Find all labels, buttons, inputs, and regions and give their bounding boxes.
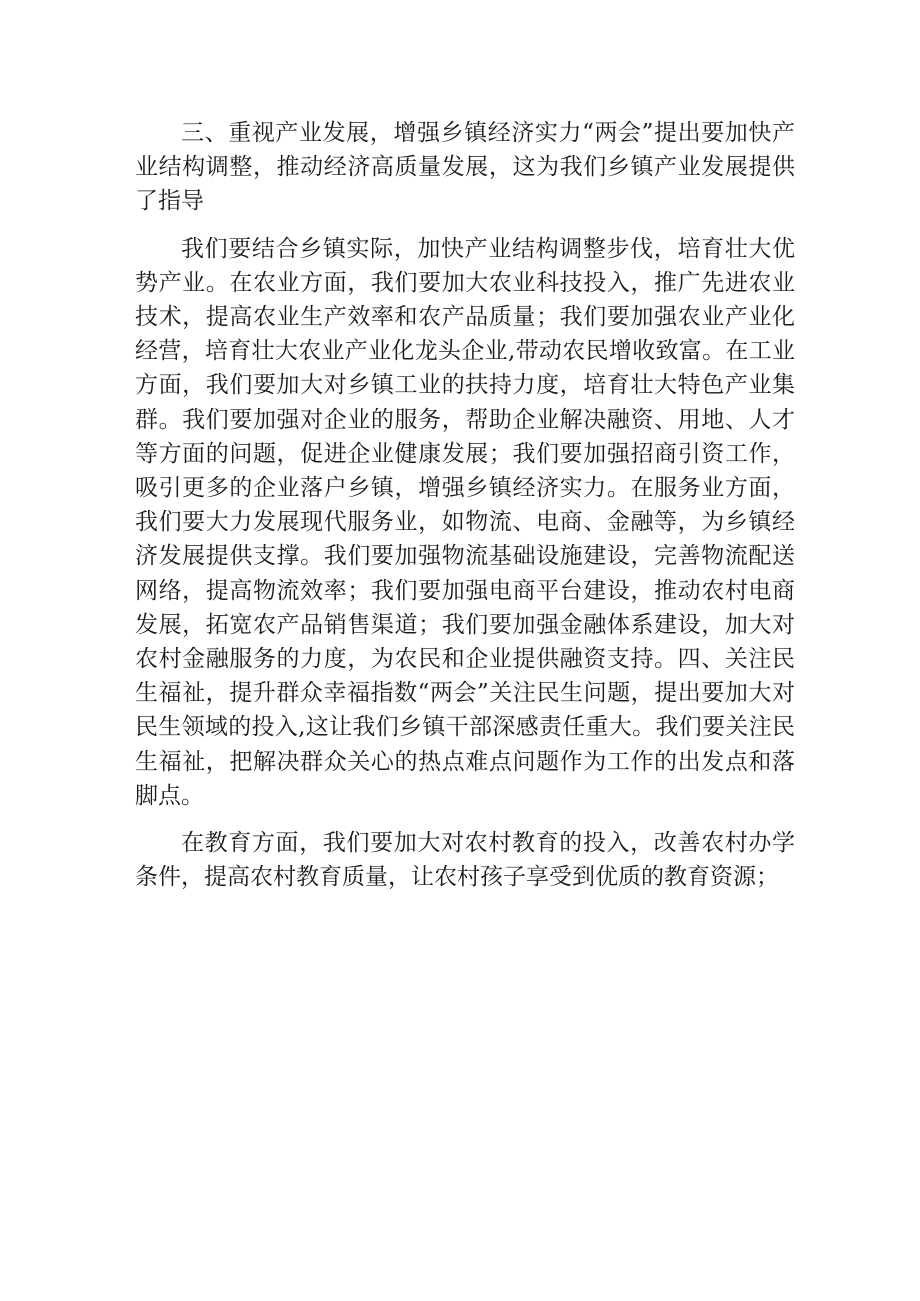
paragraph-education: 在教育方面，我们要加大对农村教育的投入，改善农村办学条件，提高农村教育质量，让农村孩子享受到优质的教育资源； [135,830,795,891]
paragraph-industry-development: 我们要结合乡镇实际，加快产业结构调整步伐，培育壮大优势产业。在农业方面，我们要加大农业科技投入，推广先进农业技术，提高农业生产效率和农产品质量；我们要加强农业产业化经营，培育壮大农业产业化龙头企业,带动农民增收致富。在工业方面，我们要加大对乡镇工业的扶持力度，培育壮大特色产业集群。我们要加强对企业的服务，帮助企业解决融资、用地、人才等方面的问题，促进企业健康发展；我们要加强招商引资工作，吸引更多的企业落户乡镇，增强乡镇经济实力。在服务业方面，我们要大力发展现代服务业，如物流、电商、金融等，为乡镇经济发展提供支撑。我们要加强物流基础设施建设，完善物流配送网络，提高物流效率；我们要加强电商平台建设，推动农村电商发展，拓宽农产品销售渠道；我们要加强金融体系建设，加大对农村金融服务的力度，为农民和企业提供融资支持。四、关注民生福祉，提升群众幸福指数“两会”关注民生问题，提出要加大对民生领域的投入,这让我们乡镇干部深感责任重大。我们要关注民生福祉，把解决群众关心的热点难点问题作为工作的出发点和落脚点。 [135,235,795,809]
document-body [135,116,795,907]
paragraph-section-three: 三、重视产业发展，增强乡镇经济实力“两会”提出要加快产业结构调整，推动经济高质量发展，这为我们乡镇产业发展提供了指导 [135,120,795,215]
